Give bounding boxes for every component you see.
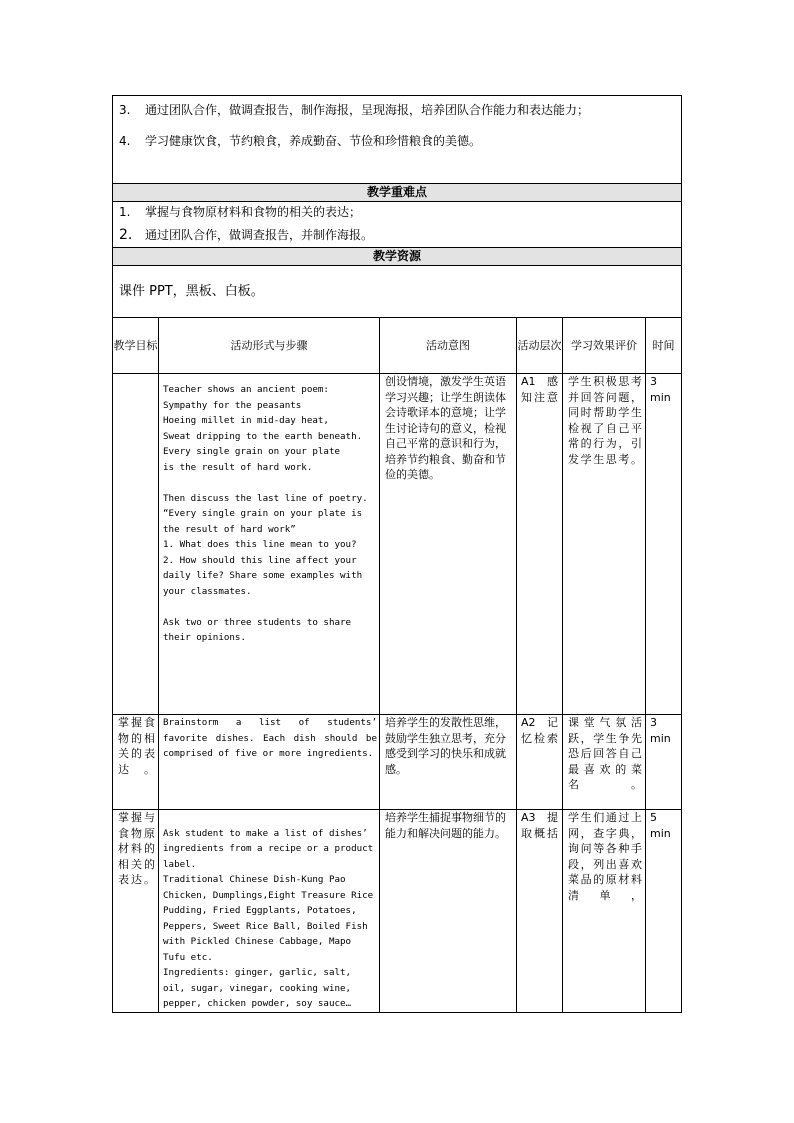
key-point-item-2-number: 2. (119, 227, 133, 243)
objectives-row (113, 96, 682, 184)
lesson-plan-table (112, 95, 682, 1013)
row-2-time: 3 min (646, 715, 682, 810)
objectives-cell (113, 96, 682, 184)
row-1-level: A1 感知注意 (517, 374, 563, 715)
activity-row-2 (113, 715, 682, 810)
key-points-header: 教学重难点 (113, 184, 682, 202)
key-point-item-1 (113, 202, 681, 224)
row-2-intent: 培养学生的发散性思维，鼓励学生独立思考，充分感受到学习的快乐和成就感。 (380, 715, 517, 810)
objective-item-3 (113, 96, 681, 127)
column-header-activity: 活动形式与步骤 (159, 318, 380, 374)
key-point-item-1-text: 掌握与食物原材料和食物的相关的表达； (145, 205, 362, 219)
column-header-intent: 活动意图 (380, 318, 517, 374)
resources-row (113, 266, 682, 318)
row-3-level: A3 提取概括 (517, 810, 563, 1013)
row-3-evaluation: 学生们通过上网，查字典，询问等各种手段，列出喜欢菜品的原材料清单， (563, 810, 646, 1013)
row-2-evaluation: 课堂气氛活跃，学生争先恐后回答自己最喜欢的菜名。 (563, 715, 646, 810)
row-1-activity: Teacher shows an ancient poem: Sympathy for the peasants Hoeing millet in mid-day heat, Sweat dripping to the earth beneath. Every single grain on your plate is the result of hard work. Then discuss the last line of poetry. “Every single grain on your plate is the result of hard work” 1. What does this line mean to you? 2. How should this line affect your daily life? Share some examples with your classmates. Ask two or three students to share their opinions. (159, 374, 380, 715)
key-point-item-1-number: 1. (119, 205, 131, 219)
column-header-evaluation: 学习效果评价 (563, 318, 646, 374)
objective-item-3-number: 3. (119, 103, 131, 117)
objective-item-4 (113, 127, 681, 149)
column-header-objective: 教学目标 (113, 318, 159, 374)
row-3-objective: 掌握与食物原材料的相关的表达。 (113, 810, 159, 1013)
row-2-level: A2 记忆检索 (517, 715, 563, 810)
key-point-item-2-text: 通过团队合作，做调查报告，并制作海报。 (145, 228, 374, 242)
resources-text: 课件 PPT，黑板、白板。 (113, 266, 682, 318)
row-3-intent: 培养学生捕捉事物细节的能力和解决问题的能力。 (380, 810, 517, 1013)
resources-header: 教学资源 (113, 248, 682, 266)
key-point-item-2 (113, 224, 681, 243)
objective-item-4-number: 4. (119, 134, 131, 148)
column-header-level: 活动层次 (517, 318, 563, 374)
key-points-cell (113, 202, 682, 248)
activity-row-3 (113, 810, 682, 1013)
row-1-intent: 创设情境，激发学生英语学习兴趣；让学生朗读体会诗歌译本的意境；让学生讨论诗句的意义，检视自己平常的意识和行为，培养节约粮食、勤奋和节俭的美德。 (380, 374, 517, 715)
row-3-time: 5 min (646, 810, 682, 1013)
column-header-time: 时间 (646, 318, 682, 374)
row-1-time: 3 min (646, 374, 682, 715)
row-1-evaluation: 学生积极思考并回答问题，同时帮助学生检视了自己平常的行为，引发学生思考。 (563, 374, 646, 715)
column-header-row (113, 318, 682, 374)
resources-header-row (113, 248, 682, 266)
objective-item-4-text: 学习健康饮食，节约粮食，养成勤奋、节俭和珍惜粮食的美德。 (145, 134, 482, 148)
row-3-activity: Ask student to make a list of dishes’ ingredients from a recipe or a product label. Traditional Chinese Dish-Kung Pao Chicken, Dumplings,Eight Treasure Rice Pudding, Fried Eggplants, Potatoes, Peppers, Sweet Rice Ball, Boiled Fish with Pickled Chinese Cabbage, Mapo Tufu etc. Ingredients: ginger, garlic, salt, oil, sugar, vinegar, cooking wine, pepper, chicken powder, soy sauce… (159, 810, 380, 1013)
key-points-row (113, 202, 682, 248)
row-2-activity: Brainstorm a list of students’ favorite dishes. Each dish should be comprised of five or more ingredients. (159, 715, 380, 810)
key-points-header-row (113, 184, 682, 202)
objective-item-3-text: 通过团队合作，做调查报告，制作海报，呈现海报，培养团队合作能力和表达能力； (145, 103, 590, 117)
row-2-objective: 掌握食物的相关的表达。 (113, 715, 159, 810)
row-1-objective (113, 374, 159, 715)
activity-row-1 (113, 374, 682, 715)
